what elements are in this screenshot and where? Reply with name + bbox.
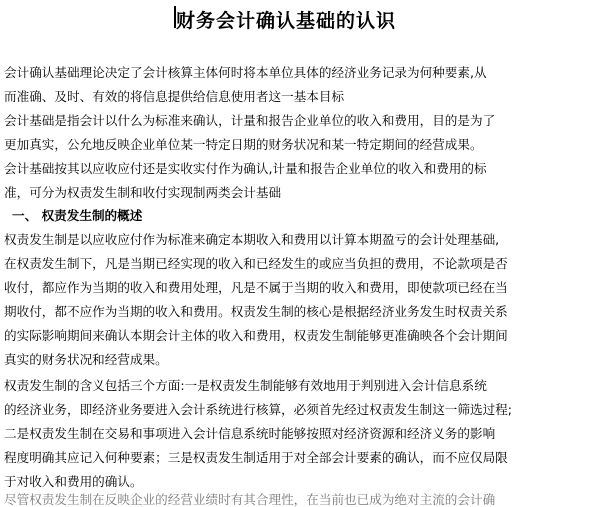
paragraph-line: 权责发生制是以应收应付作为标准来确定本期收入和费用以计算本期盈亏的会计处理基础, — [4, 232, 500, 247]
paragraph-line: 会计确认基础理论决定了会计核算主体何时将本单位具体的经济业务记录为何种要素,从 — [4, 65, 487, 80]
paragraph-line: 会计基础按其以应收应付还是实收实付作为确认,计量和报告企业单位的收入和费用的标 — [4, 161, 487, 176]
paragraph-line: 收付，都应作为当期的收入和费用处理，凡是不属于当期的收入和费用，即使款项已经在当 — [4, 280, 508, 295]
paragraph-line: 二是权责发生制在交易和事项进入会计信息系统时能够按照对经济资源和经济义务的影响 — [4, 426, 496, 441]
document-title: 财务会计确认基础的认识 — [176, 10, 397, 32]
paragraph-line: 更加真实，公允地反映企业单位某一特定日期的财务状况和某一特定期间的经营成果。 — [4, 137, 483, 152]
paragraph-line: 在权责发生制下，凡是当期已经实现的收入和已经发生的或应当负担的费用，不论款项是否 — [4, 256, 508, 271]
paragraph-line: 的经济业务，即经济业务要进入会计系统进行核算，必须首先经过权责发生制这一筛选过程; — [4, 402, 512, 417]
paragraph-line: 程度明确其应记入何种要素；三是权责发生制适用于对全部会计要素的确认，而不应仅局限 — [4, 450, 508, 465]
paragraph-line: 准，可分为权责发生制和收付实现制两类会计基础 — [4, 185, 282, 200]
paragraph-line: 于对收入和费用的确认。 — [4, 474, 143, 489]
paragraph-line: 期收付，都不应作为当期的收入和费用。权责发生制的核心是根据经济业务发生时权责关系 — [4, 304, 508, 319]
paragraph-line: 的实际影响期间来确认本期会计主体的收入和费用，权责发生制能够更准确映各个会计期间 — [4, 328, 508, 343]
paragraph-line: 而准确、及时、有效的将信息提供给信息使用者这一基本目标 — [4, 89, 345, 104]
paragraph-line: 真实的财务状况和经营成果。 — [4, 352, 168, 367]
paragraph-line: 会计基础是指会计以什么为标准来确认，计量和报告企业单位的收入和费用，目的是为了 — [4, 113, 496, 128]
paragraph-line: 权责发生制的含义包括三个方面:一是权责发生制能够有效地用于判别进入会计信息系统 — [4, 378, 487, 393]
paragraph-line: 尽管权责发生制在反映企业的经营业绩时有其合理性，在当前也已成为绝对主流的会计确 — [4, 492, 496, 507]
section-heading: 一、 权责发生制的概述 — [12, 208, 143, 223]
